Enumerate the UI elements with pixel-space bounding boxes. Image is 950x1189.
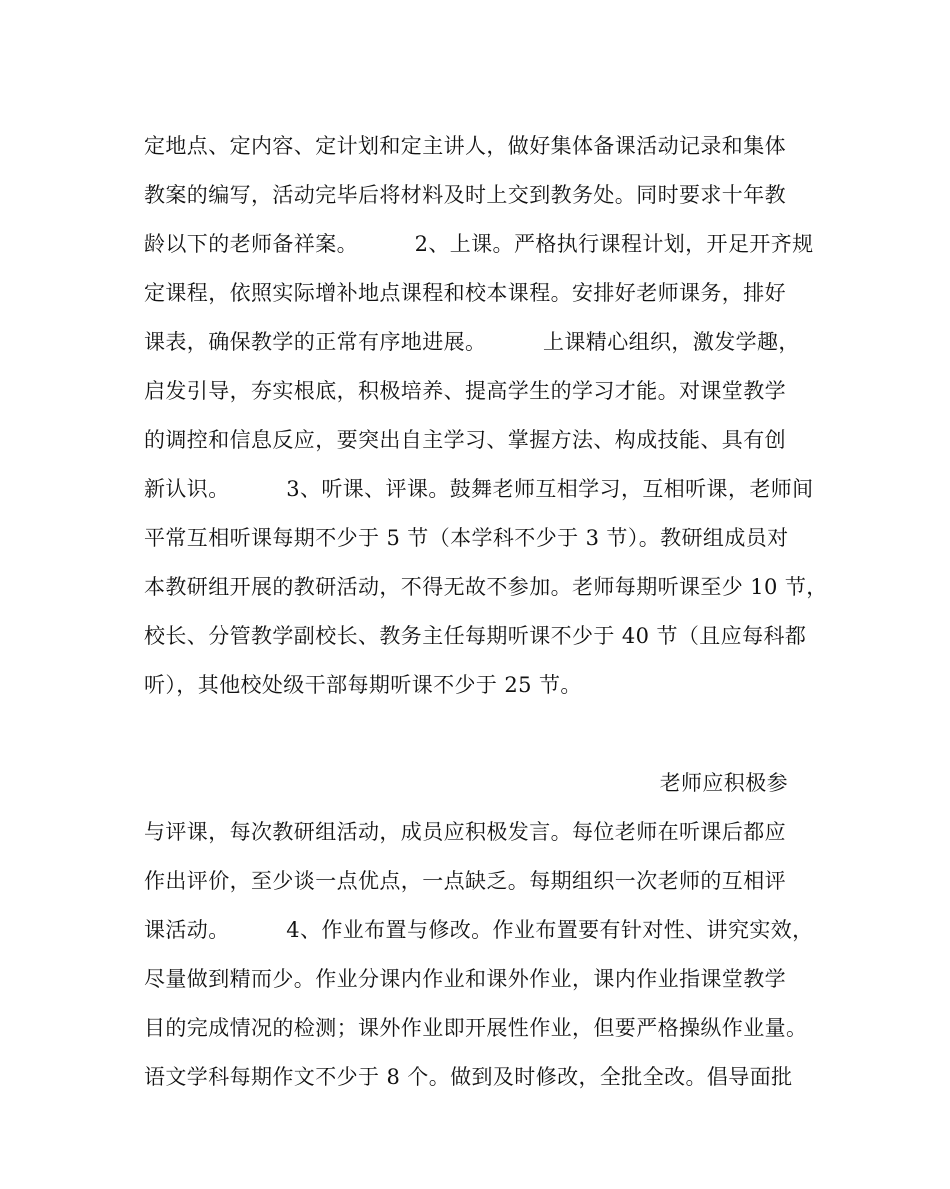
text-line-16: 作出评价，至少谈一点优点，一点缺乏。每期组织一次老师的互相评: [144, 869, 786, 893]
text-line-10: 本教研组开展的教研活动，不得无故不参加。老师每期听课至少 10 节，: [144, 575, 828, 599]
text-line-2: 教案的编写，活动完毕后将材料及时上交到教务处。同时要求十年教: [144, 183, 786, 207]
text-line-8: 新认识。 3、听课、评课。鼓舞老师互相学习，互相听课，老师间: [144, 477, 814, 501]
text-line-14: 老师应积极参: [659, 771, 788, 795]
text-line-20: 语文学科每期作文不少于 8 个。做到及时修改，全批全改。倡导面批: [144, 1065, 793, 1089]
text-line-3: 龄以下的老师备祥案。 2、上课。严格执行课程计划，开足开齐规: [144, 232, 814, 256]
text-line-12: 听），其他校处级干部每期听课不少于 25 节。: [144, 673, 582, 697]
text-line-7: 的调控和信息反应，要突出自主学习、掌握方法、构成技能、具有创: [144, 428, 786, 452]
text-line-17: 课活动。 4、作业布置与修改。作业布置要有针对性、讲究实效，: [144, 918, 814, 942]
text-line-19: 目的完成情况的检测；课外作业即开展性作业，但要严格操纵作业量。: [144, 1016, 808, 1040]
body-text: [144, 126, 864, 1106]
text-line-1: 定地点、定内容、定计划和定主讲人，做好集体备课活动记录和集体: [144, 134, 786, 158]
text-line-5: 课表，确保教学的正常有序地进展。 上课精心组织，激发学趣，: [144, 330, 800, 354]
text-line-9: 平常互相听课每期不少于 5 节（本学科不少于 3 节）。教研组成员对: [144, 526, 789, 550]
text-line-11: 校长、分管教学副校长、教务主任每期听课不少于 40 节（且应每科都: [144, 624, 807, 648]
text-line-4: 定课程，依照实际增补地点课程和校本课程。安排好老师课务，排好: [144, 281, 786, 305]
blank-line: [144, 714, 864, 763]
text-line-15: 与评课，每次教研组活动，成员应积极发言。每位老师在听课后都应: [144, 820, 786, 844]
text-line-18: 尽量做到精而少。作业分课内作业和课外作业，课内作业指课堂教学: [144, 967, 786, 991]
text-line-6: 启发引导，夯实根底，积极培养、提高学生的学习才能。对课堂教学: [144, 379, 786, 403]
